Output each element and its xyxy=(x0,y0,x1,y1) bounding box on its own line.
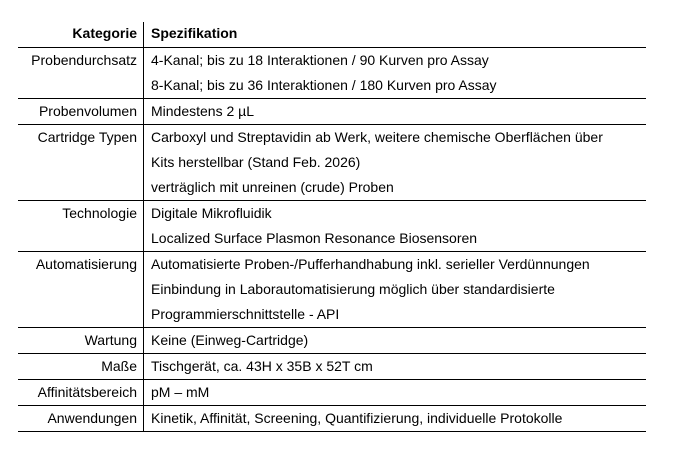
row-value-line: verträglich mit unreinen (crude) Proben xyxy=(151,179,394,195)
row-values xyxy=(144,252,646,327)
row-values xyxy=(144,406,646,431)
row-key: Technologie xyxy=(18,201,144,251)
row-value-line: Mindestens 2 µL xyxy=(151,103,255,119)
row-value-line: Keine (Einweg-Cartridge) xyxy=(151,332,309,348)
row-key: Cartridge Typen xyxy=(18,125,144,200)
row-key: Probendurchsatz xyxy=(18,48,144,98)
row-key: Probenvolumen xyxy=(18,99,144,124)
row-value-line: pM – mM xyxy=(151,384,210,400)
row-values xyxy=(144,380,646,405)
table-row xyxy=(18,353,646,379)
row-value-line: Automatisierte Proben-/Pufferhandhabung inkl. serieller Verdünnungen xyxy=(151,256,590,272)
table-row xyxy=(18,98,646,124)
row-value-line: Kinetik, Affinität, Screening, Quantifizierung, individuelle Protokolle xyxy=(151,410,563,426)
header-kategorie: Kategorie xyxy=(18,22,144,47)
row-value-line: Carboxyl und Streptavidin ab Werk, weitere chemische Oberflächen über xyxy=(151,129,603,145)
row-key: Affinitätsbereich xyxy=(18,380,144,405)
table-row xyxy=(18,47,646,98)
row-values xyxy=(144,201,646,251)
row-value-line: Tischgerät, ca. 43H x 35B x 52T cm xyxy=(151,358,373,374)
row-value-line: Programmierschnittstelle - API xyxy=(151,306,340,322)
row-value-line: 4-Kanal; bis zu 18 Interaktionen / 90 Kurven pro Assay xyxy=(151,52,489,68)
row-values xyxy=(144,48,646,98)
table-row xyxy=(18,124,646,200)
row-values xyxy=(144,328,646,353)
row-key: Wartung xyxy=(18,328,144,353)
row-value-line: Localized Surface Plasmon Resonance Biosensoren xyxy=(151,230,478,246)
row-value-line: Digitale Mikrofluidik xyxy=(151,205,272,221)
row-values xyxy=(144,125,646,200)
row-values xyxy=(144,99,646,124)
spec-table xyxy=(18,22,646,432)
table-row xyxy=(18,251,646,327)
table-row xyxy=(18,405,646,432)
row-key: Maße xyxy=(18,354,144,379)
header-spezifikation: Spezifikation xyxy=(151,25,238,41)
row-values xyxy=(144,354,646,379)
row-value-line: 8-Kanal; bis zu 36 Interaktionen / 180 Kurven pro Assay xyxy=(151,77,497,93)
row-key: Automatisierung xyxy=(18,252,144,327)
table-row xyxy=(18,200,646,251)
row-value-line: Kits herstellbar (Stand Feb. 2026) xyxy=(151,154,361,170)
row-value-line: Einbindung in Laborautomatisierung möglich über standardisierte xyxy=(151,281,555,297)
table-row xyxy=(18,379,646,405)
table-row xyxy=(18,327,646,353)
row-key: Anwendungen xyxy=(18,406,144,431)
table-header xyxy=(18,22,646,47)
